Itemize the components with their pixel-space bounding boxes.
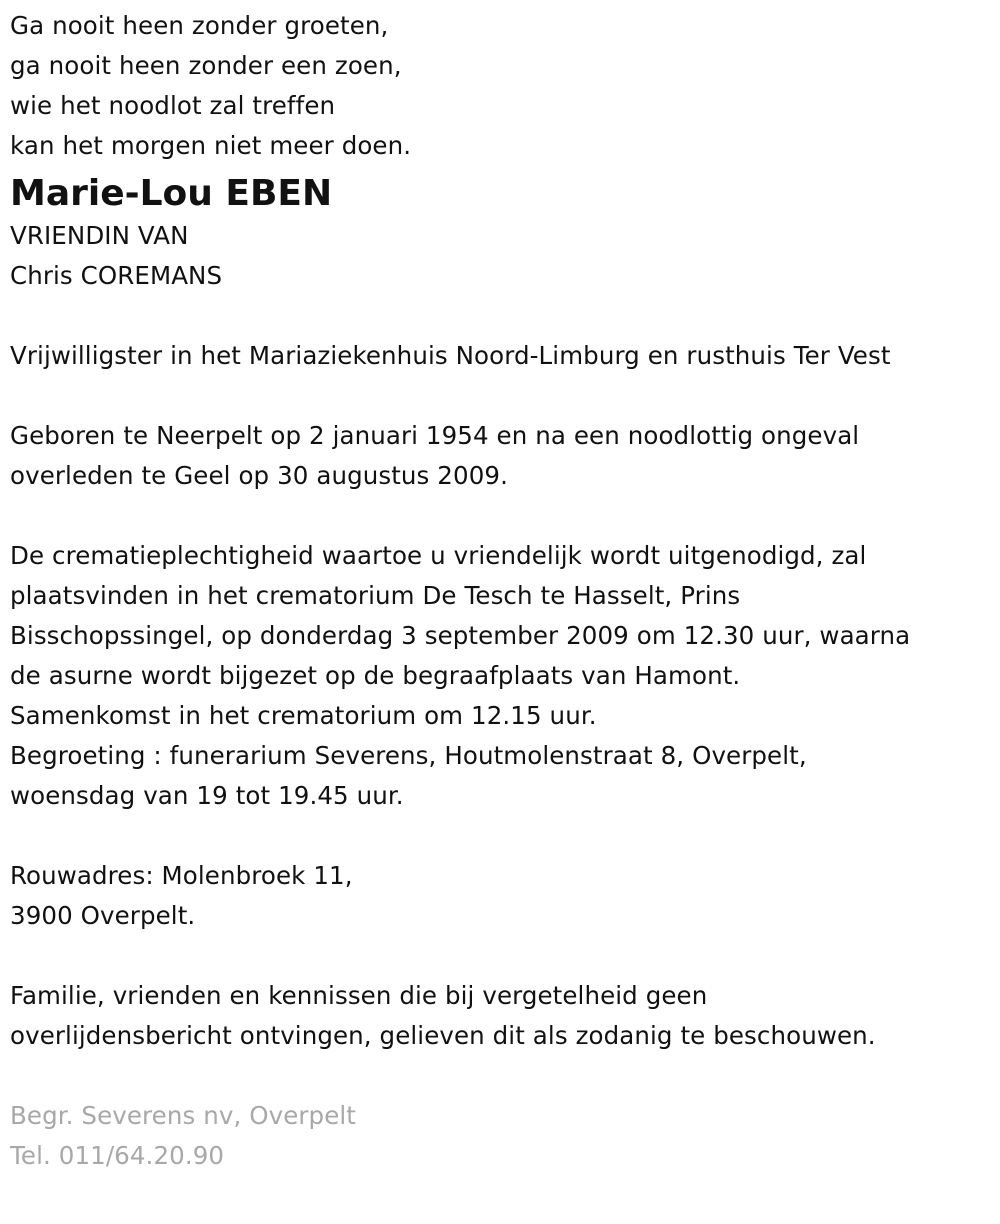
paragraph-line: plaatsvinden in het crematorium De Tesch te Hasselt, Prins bbox=[10, 581, 741, 610]
funeral-home-phone: Tel. 011/64.20.90 bbox=[10, 1141, 225, 1170]
funeral-home-footer bbox=[10, 1096, 995, 1176]
poem-line: wie het noodlot zal treffen bbox=[10, 91, 336, 120]
paragraph-line: Samenkomst in het crematorium om 12.15 uur. bbox=[10, 701, 597, 730]
spacer bbox=[10, 1056, 995, 1096]
paragraph-line: Begroeting : funerarium Severens, Houtmolenstraat 8, Overpelt, bbox=[10, 741, 807, 770]
spacer bbox=[10, 376, 995, 416]
address-line: 3900 Overpelt. bbox=[10, 901, 196, 930]
paragraph-line: de asurne wordt bijgezet op de begraafplaats van Hamont. bbox=[10, 661, 741, 690]
funeral-home-name: Begr. Severens nv, Overpelt bbox=[10, 1101, 356, 1130]
address-line: Rouwadres: Molenbroek 11, bbox=[10, 861, 353, 890]
poem-line: kan het morgen niet meer doen. bbox=[10, 131, 412, 160]
paragraph-line: Familie, vrienden en kennissen die bij vergetelheid geen bbox=[10, 981, 708, 1010]
poem bbox=[10, 6, 995, 166]
birth-death-paragraph bbox=[10, 416, 995, 496]
relation-label: VRIENDIN VAN bbox=[10, 221, 189, 250]
paragraph-line: overlijdensbericht ontvingen, gelieven dit als zodanig te beschouwen. bbox=[10, 1021, 876, 1050]
notice-paragraph bbox=[10, 976, 995, 1056]
poem-line: ga nooit heen zonder een zoen, bbox=[10, 51, 402, 80]
paragraph-line: woensdag van 19 tot 19.45 uur. bbox=[10, 781, 404, 810]
spacer bbox=[10, 496, 995, 536]
spacer bbox=[10, 296, 995, 336]
mourning-address bbox=[10, 856, 995, 936]
obituary-document bbox=[10, 6, 995, 1176]
paragraph-line: Bisschopssingel, op donderdag 3 september 2009 om 12.30 uur, waarna bbox=[10, 621, 911, 650]
spacer bbox=[10, 936, 995, 976]
ceremony-paragraph bbox=[10, 536, 995, 816]
paragraph-line: overleden te Geel op 30 augustus 2009. bbox=[10, 461, 508, 490]
poem-line: Ga nooit heen zonder groeten, bbox=[10, 11, 389, 40]
paragraph-line: De crematieplechtigheid waartoe u vriendelijk wordt uitgenodigd, zal bbox=[10, 541, 867, 570]
paragraph-line: Geboren te Neerpelt op 2 januari 1954 en na een noodlottig ongeval bbox=[10, 421, 860, 450]
spacer bbox=[10, 816, 995, 856]
partner-name: Chris COREMANS bbox=[10, 261, 223, 290]
volunteer-text: Vrijwilligster in het Mariaziekenhuis Noord-Limburg en rusthuis Ter Vest bbox=[10, 341, 891, 370]
deceased-name: Marie-Lou EBEN bbox=[10, 173, 333, 214]
